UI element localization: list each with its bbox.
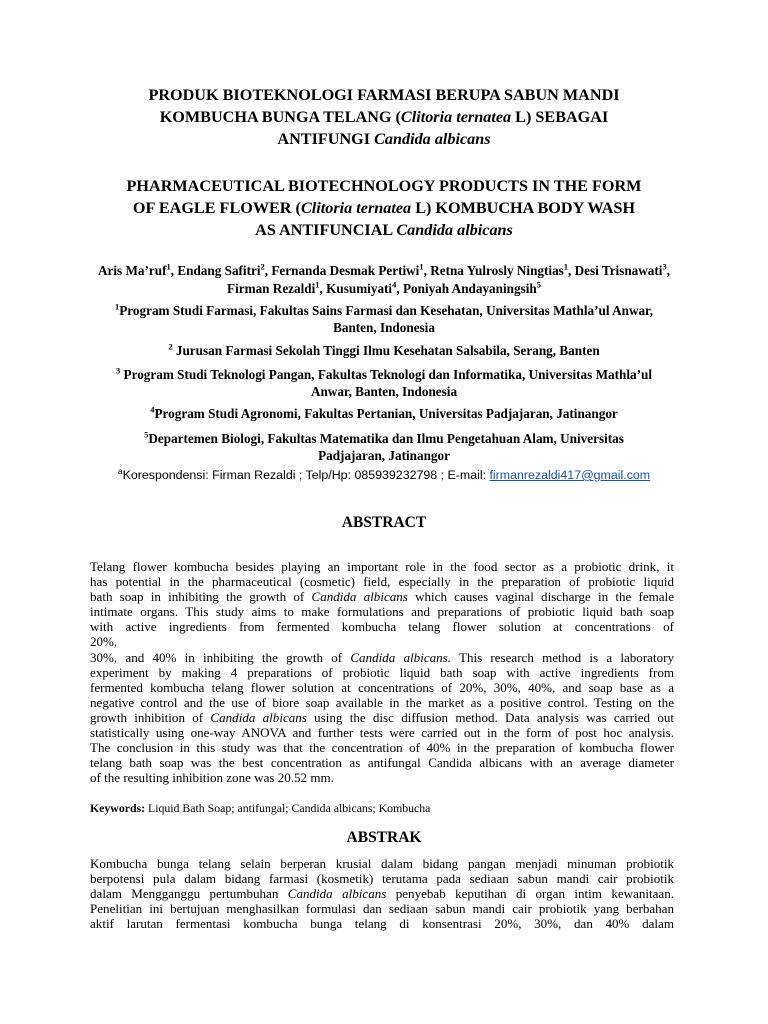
- correspondence-marker: a: [117, 465, 123, 476]
- italic-term: Candida albicans.: [350, 649, 451, 665]
- paragraph-line: fermented kombucha telang flower solution at concentrations of 20%, 30%, 40%, and soap base as a: [90, 679, 674, 695]
- keywords-text: Liquid Bath Soap; antifungal; Candida albicans; Kombucha: [145, 801, 431, 815]
- italic-term: Candida albicans: [287, 886, 387, 902]
- abstract-body: [90, 559, 674, 785]
- affiliation-line: Program Studi Farmasi, Fakultas Sains Farmasi dan Kesehatan, Universitas Mathla’ul Anwar,: [119, 303, 653, 318]
- affiliation-line: Banten, Indonesia: [333, 320, 435, 335]
- paragraph-line: experiment by making 4 preparations of probiotic liquid bath soap with active ingredients from: [90, 664, 674, 680]
- title-en-line-3: AS ANTIFUNCIAL Candida albicans: [255, 221, 513, 239]
- title-indonesian: [60, 84, 708, 150]
- affiliation-marker: 2: [168, 341, 173, 352]
- paragraph-line: The conclusion in this study was that the concentration of 40% in the preparation of kombucha flower: [90, 740, 674, 756]
- affiliation-item: [80, 366, 688, 400]
- email-link[interactable]: firmanrezaldi417@gmail.com: [489, 468, 651, 482]
- title-en-line-2: OF EAGLE FLOWER (Clitoria ternatea L) KOMBUCHA BODY WASH: [132, 199, 636, 217]
- paragraph-line: Kombucha bunga telang selain berperan krusial dalam bidang pangan menjadi minuman probiotik: [90, 856, 674, 871]
- paragraph-line: of the resulting inhibition zone was 20.52 mm.: [90, 770, 334, 786]
- affiliation-line: Anwar, Banten, Indonesia: [310, 384, 458, 399]
- paragraph-line: bath soap in inhibiting the growth of Candida albicans which causes vaginal discharge in the female: [90, 589, 674, 605]
- paragraph-line: 20%,: [90, 634, 118, 650]
- paragraph-line: berpotensi pula dalam bidang farmasi (kosmetik) terutama pada sediaan sabun mandi cair probiotik: [90, 871, 674, 887]
- author-name: Firman Rezaldi: [227, 281, 316, 296]
- affiliation-marker: 3: [116, 365, 121, 376]
- author-name: Fernanda Desmak Pertiwi: [271, 263, 420, 278]
- affiliation-item: [80, 405, 688, 422]
- paragraph-line: statistically using one-way ANOVA and further tests were carried out in the form of post hoc analysis.: [90, 725, 674, 741]
- author-name: Kusumiyati: [326, 281, 393, 296]
- correspondence-text: Korespondensi: Firman Rezaldi ; Telp/Hp: 085939232798 ; E-mail:: [122, 468, 490, 482]
- author-affiliation-marker: 1: [419, 261, 424, 272]
- title-en-line-1: PHARMACEUTICAL BIOTECHNOLOGY PRODUCTS IN THE FORM: [126, 177, 642, 195]
- affiliation-item: [80, 430, 688, 464]
- author-name: Desi Trisnawati: [574, 263, 663, 278]
- affiliation-line: Program Studi Teknologi Pangan, Fakultas Teknologi dan Informatika, Universitas Mathla’ul: [120, 367, 652, 382]
- affiliation-marker: 5: [144, 429, 149, 440]
- paragraph-line: has potential in the pharmaceutical (cosmetic) field, especially in the preparation of probiotic liquid: [90, 574, 674, 590]
- paragraph-line: intimate organs. This study aims to make formulations and preparations of probiotic liquid bath soap: [90, 604, 674, 620]
- affiliation-item: [80, 302, 688, 336]
- affiliation-line: Padjajaran, Jatinangor: [318, 448, 450, 463]
- correspondence: [60, 467, 708, 483]
- affiliation-line: Jurusan Farmasi Sekolah Tinggi Ilmu Kesehatan Salsabila, Serang, Banten: [172, 343, 600, 358]
- author-affiliation-marker: 1: [563, 261, 569, 272]
- author-affiliation-marker: 4: [392, 279, 397, 290]
- title-id-line-3: ANTIFUNGI Candida albicans: [277, 130, 491, 148]
- paragraph-line: negative control and the use of biore soap available in the market as a positive control. Testing on the: [90, 694, 674, 710]
- paragraph-line: with active ingredients from fermented kombucha telang flower solution at concentrations of: [90, 619, 674, 635]
- author-name: Endang Safitri: [177, 263, 261, 278]
- author-affiliation-marker: 1: [315, 279, 320, 290]
- title-id-line-1: PRODUK BIOTEKNOLOGI FARMASI BERUPA SABUN MANDI: [148, 86, 620, 104]
- paragraph-line: Telang flower kombucha besides playing an important role in the food sector as a probiotic drink, it: [90, 559, 674, 574]
- italic-term: Candida albicans: [311, 589, 408, 605]
- author-affiliation-marker: 5: [536, 279, 541, 290]
- title-id-line-2: KOMBUCHA BUNGA TELANG (Clitoria ternatea L) SEBAGAI: [159, 108, 609, 126]
- keywords-label: Keywords:: [90, 801, 146, 815]
- paragraph-line: aktif larutan fermentasi kombucha bunga telang di konsentrasi 20%, 30%, dan 40% dalam: [90, 916, 674, 932]
- paragraph-line: telang bath soap was the best concentration as antifungal Candida albicans with an average diameter: [90, 755, 674, 771]
- author-name: Poniyah Andayaningsih: [402, 281, 537, 296]
- author-list: Aris Ma’ruf$^1$, Endang Safitri$^2$, Fernanda Desmak Pertiwi$^1$, Retna Yulrosly Ningtias$^1$, Desi Trisnawati$^3$, Firman Rezaldi$^1$, Kusumiyati$^4$, Poniyah Andayaningsih$^5$: [98, 261, 670, 296]
- affiliation-marker: 1: [114, 301, 120, 312]
- abstract-heading: ABSTRACT: [341, 514, 427, 531]
- paragraph-line: growth inhibition of Candida albicans using the disc diffusion method. Data analysis was carried out: [90, 709, 674, 725]
- paragraph-line: 30%, and 40% in inhibiting the growth of Candida albicans. This research method is a laboratory: [90, 649, 674, 665]
- affiliation-item: [80, 342, 688, 359]
- affiliation-line: Program Studi Agronomi, Fakultas Pertanian, Universitas Padjajaran, Jatinangor: [154, 406, 618, 421]
- author-affiliation-marker: 2: [260, 261, 265, 272]
- author-affiliation-marker: 1: [166, 261, 171, 272]
- author-name: Retna Yulrosly Ningtias: [430, 263, 564, 278]
- author-affiliation-marker: 3: [662, 261, 667, 272]
- keywords: [90, 801, 674, 816]
- affiliation-line: Departemen Biologi, Fakultas Matematika dan Ilmu Pengetahuan Alam, Universitas: [148, 431, 624, 446]
- abstrak-heading: ABSTRAK: [346, 829, 422, 846]
- title-english: [60, 175, 708, 241]
- italic-term: Candida albicans: [210, 709, 307, 725]
- paragraph-line: dalam Mengganggu pertumbuhan Candida albicans penyebab keputihan di organ intim kewanitaan.: [90, 886, 674, 902]
- affiliation-marker: 4: [150, 404, 155, 415]
- abstrak-body: [90, 856, 674, 931]
- author-name: Aris Ma’ruf: [98, 263, 167, 278]
- paragraph-line: Penelitian ini bertujuan menghasilkan formulasi dan sediaan sabun mandi cair probiotik yang berbahan: [90, 901, 674, 917]
